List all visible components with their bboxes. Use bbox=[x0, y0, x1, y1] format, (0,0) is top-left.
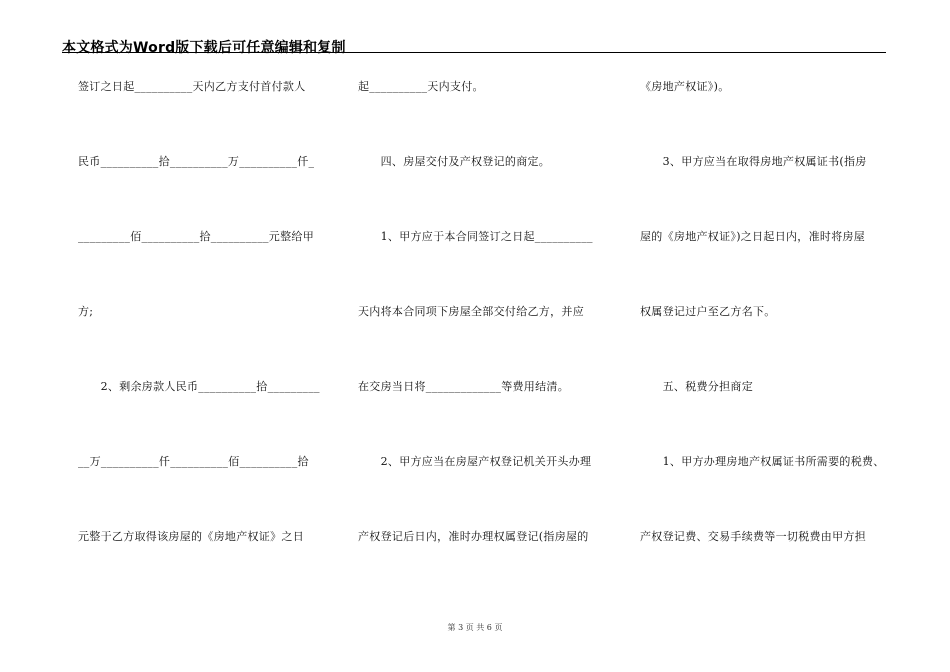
header-divider bbox=[62, 52, 886, 53]
text-line: 方; bbox=[78, 305, 94, 318]
text-line: 民币__________拾__________万__________仟_ bbox=[78, 155, 315, 168]
text-line: 1、甲方办理房地产权属证书所需要的税费、 bbox=[640, 455, 885, 468]
text-line: 四、房屋交付及产权登记的商定。 bbox=[358, 155, 551, 168]
document-header-title: 本文格式为Word版下载后可任意编辑和复制 bbox=[62, 40, 346, 56]
text-line: 起__________天内支付。 bbox=[358, 80, 484, 93]
text-line: 权属登记过户至乙方名下。 bbox=[640, 305, 776, 318]
text-line: 3、甲方应当在取得房地产权属证书(指房 bbox=[640, 155, 867, 168]
text-line: 元整于乙方取得该房屋的《房地产权证》之日 bbox=[78, 530, 304, 543]
text-line: 1、甲方应于本合同签订之日起__________ bbox=[358, 230, 593, 243]
text-line: _________佰__________拾__________元整给甲 bbox=[78, 230, 314, 243]
text-line: 2、剩余房款人民币__________拾_________ bbox=[78, 380, 320, 393]
text-line: 五、税费分担商定 bbox=[640, 380, 753, 393]
text-line: 签订之日起__________天内乙方支付首付款人 bbox=[78, 80, 306, 93]
page-number-footer: 第 3 页 共 6 页 bbox=[447, 623, 503, 632]
text-line: 2、甲方应当在房屋产权登记机关开头办理 bbox=[358, 455, 592, 468]
text-line: 天内将本合同项下房屋全部交付给乙方，并应 bbox=[358, 305, 584, 318]
text-line: 产权登记后日内，准时办理权属登记(指房屋的 bbox=[358, 530, 589, 543]
text-line: 《房地产权证》)。 bbox=[640, 80, 730, 93]
text-line: __万__________仟__________佰__________拾 bbox=[78, 455, 309, 468]
text-line: 产权登记费、交易手续费等一切税费由甲方担 bbox=[640, 530, 866, 543]
text-line: 屋的《房地产权证》)之日起日内，准时将房屋 bbox=[640, 230, 866, 243]
text-line: 在交房当日将_____________等费用结清。 bbox=[358, 380, 569, 393]
